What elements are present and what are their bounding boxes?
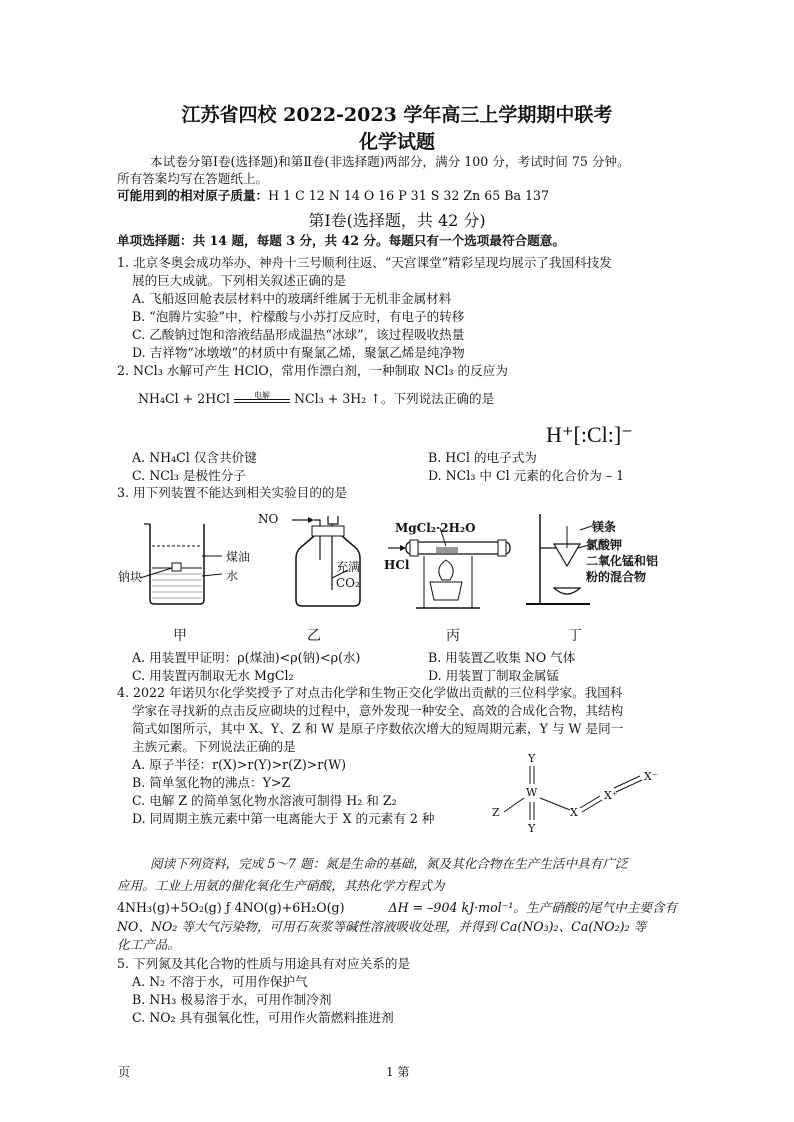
atomic-mass-label: 可能用到的相对原子质量： [117, 188, 269, 203]
jia-label-water: 水 [226, 569, 239, 583]
struct-x-minus: X⁻ [644, 770, 658, 783]
q4-stem-2: 学家在寻找新的点击反应砌块的过程中，意外发现一种安全、高效的合成化合物，其结构 [132, 703, 624, 718]
q2-lewis-structure: H⁺[:Cl:]⁻ [546, 422, 633, 447]
yi-label-filled: 充满 [336, 560, 361, 574]
q2-option-b: B. HCl 的电子式为 [428, 450, 537, 465]
ding-label-mixture-1: 二氧化锰和铝 [586, 554, 659, 568]
q1-option-c: C. 乙酸钠过饱和溶液结晶形成温热“冰球”，该过程吸收热量 [132, 327, 465, 342]
struct-w: W [526, 786, 538, 799]
q2-eq-tail: 。下列说法正确的是 [380, 391, 495, 406]
struct-y-top: Y [528, 752, 536, 765]
q3-option-d: D. 用装置丁制取金属锰 [428, 668, 559, 683]
jia-label-kerosene: 煤油 [226, 550, 251, 564]
figure-label-bing: 丙 [446, 628, 460, 644]
q2-option-a: A. NH₄Cl 仅含共价键 [132, 450, 257, 465]
exam-title: 江苏省四校 2022-2023 学年高三上学期期中联考 [181, 104, 613, 126]
reading-line-4: NO、NO₂ 等大气污染物，可用石灰浆等碱性溶液吸收处理，并得到 Ca(NO₃)₂、Ca(NO₂)₂ 等 [117, 919, 647, 934]
section-instruction: 单项选择题：共 14 题，每题 3 分，共 42 分。每题只有一个选项最符合题意。 [117, 233, 565, 248]
intro-line-2: 所有答案均写在答题纸上。 [117, 171, 269, 186]
reading-line-5: 化工产品。 [117, 937, 180, 952]
reading-line-1: 阅读下列资料，完成 5～7 题：氮是生命的基础，氮及其化合物在生产生活中具有广泛 [150, 856, 628, 871]
q2-option-d: D. NCl₃ 中 Cl 元素的化合价为 – 1 [428, 468, 625, 483]
q4-option-d: D. 同周期主族元素中第一电离能大于 X 的元素有 2 种 [132, 811, 435, 826]
reading-enthalpy: ΔH = –904 kJ·mol⁻¹ [388, 900, 514, 915]
q1-stem-1: 1. 北京冬奥会成功举办、神舟十三号顺利往返、“天宫课堂”精彩呈现均展示了我国科技发 [117, 255, 612, 270]
bing-label-mgcl2: MgCl₂·2H₂O [395, 521, 476, 535]
q5-option-a: A. N₂ 不溶于水，可用作保护气 [132, 974, 308, 989]
q1-option-b: B. “泡腾片实验”中，柠檬酸与小苏打反应时，有电子的转移 [132, 309, 465, 324]
q5-option-b: B. NH₃ 极易溶于水，可用作制冷剂 [132, 992, 332, 1007]
q2-eq-arrow [234, 391, 290, 403]
footer-page-number: 1 第 [386, 1065, 410, 1079]
figure-label-ding: 丁 [568, 628, 582, 644]
exam-subtitle: 化学试题 [358, 131, 435, 153]
struct-z: Z [492, 806, 500, 819]
bing-label-hcl: HCl [384, 558, 410, 572]
reading-line-3 [117, 899, 677, 917]
q2-eq-left: NH₄Cl + 2HCl [138, 391, 230, 406]
jia-label-sodium: 钠块 [118, 570, 143, 584]
intro-line-1: 本试卷分第Ⅰ卷(选择题)和第Ⅱ卷(非选择题)两部分，满分 100 分，考试时间 75 分钟。 [150, 154, 630, 169]
q4-structure-diagram [480, 752, 700, 842]
q3-stem: 3. 用下列装置不能达到相关实验目的的是 [117, 485, 348, 500]
q4-option-c: C. 电解 Z 的简单氢化物水溶液可制得 H₂ 和 Z₂ [132, 793, 397, 808]
q4-stem-3: 简式如图所示，其中 X、Y、Z 和 W 是原子序数依次增大的短周期元素，Y 与 W 是同一 [132, 721, 624, 736]
reading-line-3-tail: 。生产硝酸的尾气中主要含有 [513, 900, 678, 915]
struct-x-plus: X⁺ [604, 789, 618, 802]
q4-stem-4: 主族元素。下列说法正确的是 [132, 739, 296, 754]
q2-option-c: C. NCl₃ 是极性分子 [132, 468, 246, 483]
q4-option-a: A. 原子半径：r(X)>r(Y)>r(Z)>r(W) [132, 757, 347, 772]
footer-left: 页 [118, 1065, 131, 1079]
yi-label-co2: CO₂ [336, 576, 360, 590]
ding-label-mixture-2: 粉的混合物 [586, 570, 647, 584]
ding-label-mg: 镁条 [592, 520, 617, 534]
q4-option-b: B. 简单氢化物的沸点：Y>Z [132, 775, 291, 790]
q3-option-a: A. 用装置甲证明：ρ(煤油)<ρ(钠)<ρ(水) [132, 650, 361, 665]
q2-stem: 2. NCl₃ 水解可产生 HClO，常用作漂白剂，一种制取 NCl₃ 的反应为 [117, 363, 508, 378]
q1-option-d: D. 吉祥物“冰墩墩”的材质中有聚氯乙烯，聚氯乙烯是纯净物 [132, 345, 465, 360]
q2-eq-condition: 电解 [253, 391, 270, 400]
apparatus-yi-diagram [270, 508, 380, 618]
figure-label-jia: 甲 [173, 628, 187, 644]
q1-option-a: A. 飞船返回舱表层材料中的玻璃纤维属于无机非金属材料 [132, 291, 452, 306]
atomic-mass-line [117, 187, 549, 205]
q2-equation [138, 390, 494, 408]
figure-label-yi: 乙 [307, 628, 321, 644]
reading-equation: 4NH₃(g)+5O₂(g) ƒ 4NO(g)+6H₂O(g) [117, 900, 345, 915]
q4-stem-1: 4. 2022 年诺贝尔化学奖授予了对点击化学和生物正交化学做出贡献的三位科学家。我国科 [117, 685, 623, 700]
q5-option-c: C. NO₂ 具有强氧化性，可用作火箭燃料推进剂 [132, 1010, 394, 1025]
q1-stem-2: 展的巨大成就。下列相关叙述正确的是 [132, 273, 347, 288]
q2-eq-right: NCl₃ + 3H₂ ↑ [293, 391, 381, 406]
struct-x: X [570, 806, 578, 819]
atomic-mass-values: H 1 C 12 N 14 O 16 P 31 S 32 Zn 65 Ba 137 [268, 188, 550, 203]
reading-line-2: 应用。工业上用氨的催化氧化生产硝酸，其热化学方程式为 [117, 878, 445, 893]
q3-option-b: B. 用装置乙收集 NO 气体 [428, 650, 576, 665]
yi-label-no: NO [258, 512, 279, 526]
ding-label-kclo3: 氯酸钾 [586, 538, 623, 552]
struct-y-bottom: Y [528, 822, 536, 835]
q3-option-c: C. 用装置丙制取无水 MgCl₂ [132, 668, 294, 683]
section-heading: 第Ⅰ卷(选择题，共 42 分) [308, 211, 486, 230]
q5-stem: 5. 下列氮及其化合物的性质与用途具有对应关系的是 [117, 956, 411, 971]
